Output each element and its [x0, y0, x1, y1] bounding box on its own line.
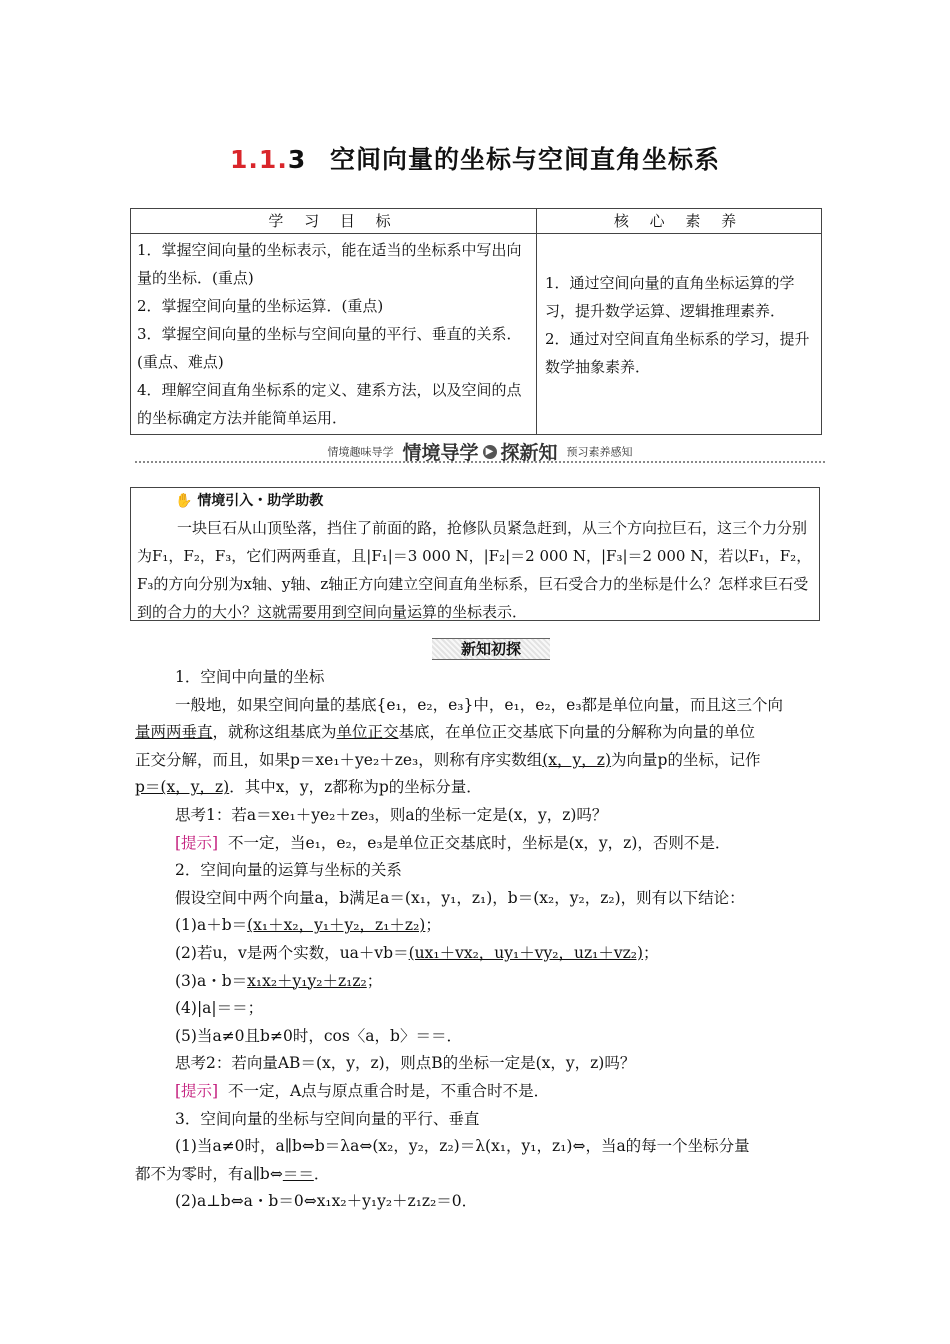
- blank-answer: (x，y，z): [542, 750, 612, 769]
- text: 为向量p的坐标，记作: [611, 750, 761, 769]
- blank-answer: (ux₁＋vx₂，uy₁＋vy₂，uz₁＋vz₂): [408, 943, 644, 962]
- text: (1)a＋b＝: [175, 916, 248, 935]
- page-title: [0, 140, 950, 176]
- scene-paragraph: 一块巨石从山顶坠落，挡住了前面的路，抢修队员紧急赶到，从三个方向拉巨石，这三个力分别为F₁，F₂，F₃，它们两两垂直，且|F₁|＝3 000 N，|F₂|＝2 000 N，|F₃|＝2 000 N，若以F₁，F₂，F₃的方向分别为x轴、y轴、z轴正方向建立空间直角坐标系，巨石受合力的坐标是什么？怎样求巨石受到的合力的大小？这就需要用到空间向量运算的坐标表示．: [137, 519, 812, 621]
- goals-header-right: 核 心 素 养: [537, 209, 822, 234]
- text: ．: [313, 1164, 330, 1183]
- scene-heading: [175, 488, 813, 514]
- new-knowledge-tag: 新知初探: [432, 638, 550, 660]
- formula-1: [135, 912, 820, 940]
- s1-line4: [135, 774, 820, 802]
- section-title-text: 空间向量的坐标与空间直角坐标系: [329, 145, 720, 174]
- hint1: [135, 830, 820, 858]
- hint-text: 不一定，当e₁，e₂，e₃是单位正交基底时，坐标是(x，y，z)，否则不是．: [227, 833, 731, 852]
- hint-label: [提示]: [175, 1081, 219, 1100]
- think2: 思考2：若向量AB＝(x，y，z)，则点B的坐标一定是(x，y，z)吗？: [175, 1054, 636, 1073]
- section-number-end: 3: [287, 145, 307, 174]
- formula-4: (4)|a|＝＝；: [175, 999, 264, 1018]
- hint-label: [提示]: [175, 833, 219, 852]
- goal-item: 2．掌握空间向量的坐标运算．(重点): [137, 297, 384, 315]
- text: 正交分解，而且，如果p＝xe₁＋ye₂＋ze₃，则称有序实数组: [135, 750, 543, 769]
- blank-answer: 量两两垂直: [135, 723, 213, 742]
- goals-table: [130, 208, 822, 435]
- handshake-icon: ✋: [175, 493, 193, 509]
- literacy-item: 2．通过对空间直角坐标系的学习，提升数学抽象素养．: [545, 330, 810, 376]
- section3-title: 3．空间向量的坐标与空间向量的平行、垂直: [175, 1109, 480, 1128]
- banner-right-text: 预习素养感知: [566, 445, 633, 459]
- banner-main-a: 情境导学: [402, 442, 479, 464]
- main-content: [135, 664, 820, 1216]
- s1-line2: [135, 719, 820, 747]
- perpendicular-line: (2)a⊥b⇔a・b＝0⇔x₁x₂＋y₁y₂＋z₁z₂＝0．: [175, 1192, 478, 1211]
- text: 都不为零时，有a∥b⇔: [135, 1164, 283, 1183]
- text: ，就称这组基底为: [212, 723, 337, 742]
- think1: 思考1：若a＝xe₁＋ye₂＋ze₃，则a的坐标一定是(x，y，z)吗？: [175, 805, 608, 824]
- goal-item: 3．掌握空间向量的坐标与空间向量的平行、垂直的关系．(重点、难点): [137, 325, 522, 371]
- blank-answer: p＝(x，y，z): [135, 778, 230, 797]
- scene-heading-text: 情境引入・助学助教: [197, 493, 324, 509]
- text: 基底，在单位正交基底下向量的分解称为向量的单位: [398, 723, 756, 742]
- text: (3)a・b＝: [175, 971, 248, 990]
- banner-main-b: 探新知: [500, 442, 558, 464]
- text: ；: [425, 916, 441, 935]
- scene-box: [130, 487, 820, 621]
- hint2: [135, 1078, 820, 1106]
- s1-line3: [135, 747, 820, 775]
- formula-5: (5)当a≠0且b≠0时，cos〈a，b〉＝＝．: [175, 1026, 462, 1045]
- section2-title: 2．空间向量的运算与坐标的关系: [175, 861, 402, 880]
- goal-item: 1．掌握空间向量的坐标表示，能在适当的坐标系中写出向量的坐标．(重点): [137, 241, 522, 287]
- goals-right-cell: [537, 234, 822, 435]
- section-number: 1.1.: [230, 145, 288, 174]
- section-banner: [135, 438, 825, 468]
- blank-answer: (x₁＋x₂，y₁＋y₂，z₁＋z₂): [247, 916, 426, 935]
- formula-2: [135, 940, 820, 968]
- literacy-item: 1．通过空间向量的直角坐标运算的学习，提升数学运算、逻辑推理素养．: [545, 274, 795, 320]
- blank-answer: x₁x₂＋y₁y₂＋z₁z₂: [247, 971, 367, 990]
- goal-item: 4．理解空间直角坐标系的定义、建系方法，以及空间的点的坐标确定方法并能简单运用．: [137, 381, 522, 427]
- text: ．其中x，y，z都称为p的坐标分量．: [229, 778, 482, 797]
- s1-line1: 一般地，如果空间向量的基底{e₁，e₂，e₃}中，e₁，e₂，e₃都是单位向量，而且这三个向: [175, 695, 784, 714]
- banner-left-text: 情境趣味导学: [327, 445, 394, 459]
- arrow-right-icon: ▶: [483, 445, 497, 459]
- text: ；: [643, 943, 659, 962]
- parallel-line1: (1)当a≠0时，a∥b⇔b＝λa⇔(x₂，y₂，z₂)＝λ(x₁，y₁，z₁)⇔，当a的每一个坐标分量: [175, 1137, 750, 1156]
- parallel-line2: [135, 1161, 820, 1189]
- formula-3: [135, 968, 820, 996]
- text: ；: [366, 971, 383, 990]
- section1-title: 1．空间中向量的坐标: [175, 668, 325, 686]
- hint-text: 不一定，A点与原点重合时是，不重合时不是．: [227, 1081, 550, 1100]
- dotted-divider: [135, 461, 825, 463]
- goals-left-cell: [131, 234, 537, 435]
- blank-answer: 单位正交: [336, 723, 399, 742]
- goals-header-left: 学 习 目 标: [131, 209, 537, 234]
- blank-answer: ＝＝: [282, 1164, 314, 1183]
- text: (2)若u，v是两个实数，ua＋vb＝: [175, 943, 409, 962]
- s2-intro: 假设空间中两个向量a，b满足a＝(x₁，y₁，z₁)，b＝(x₂，y₂，z₂)，则有以下结论：: [175, 888, 745, 907]
